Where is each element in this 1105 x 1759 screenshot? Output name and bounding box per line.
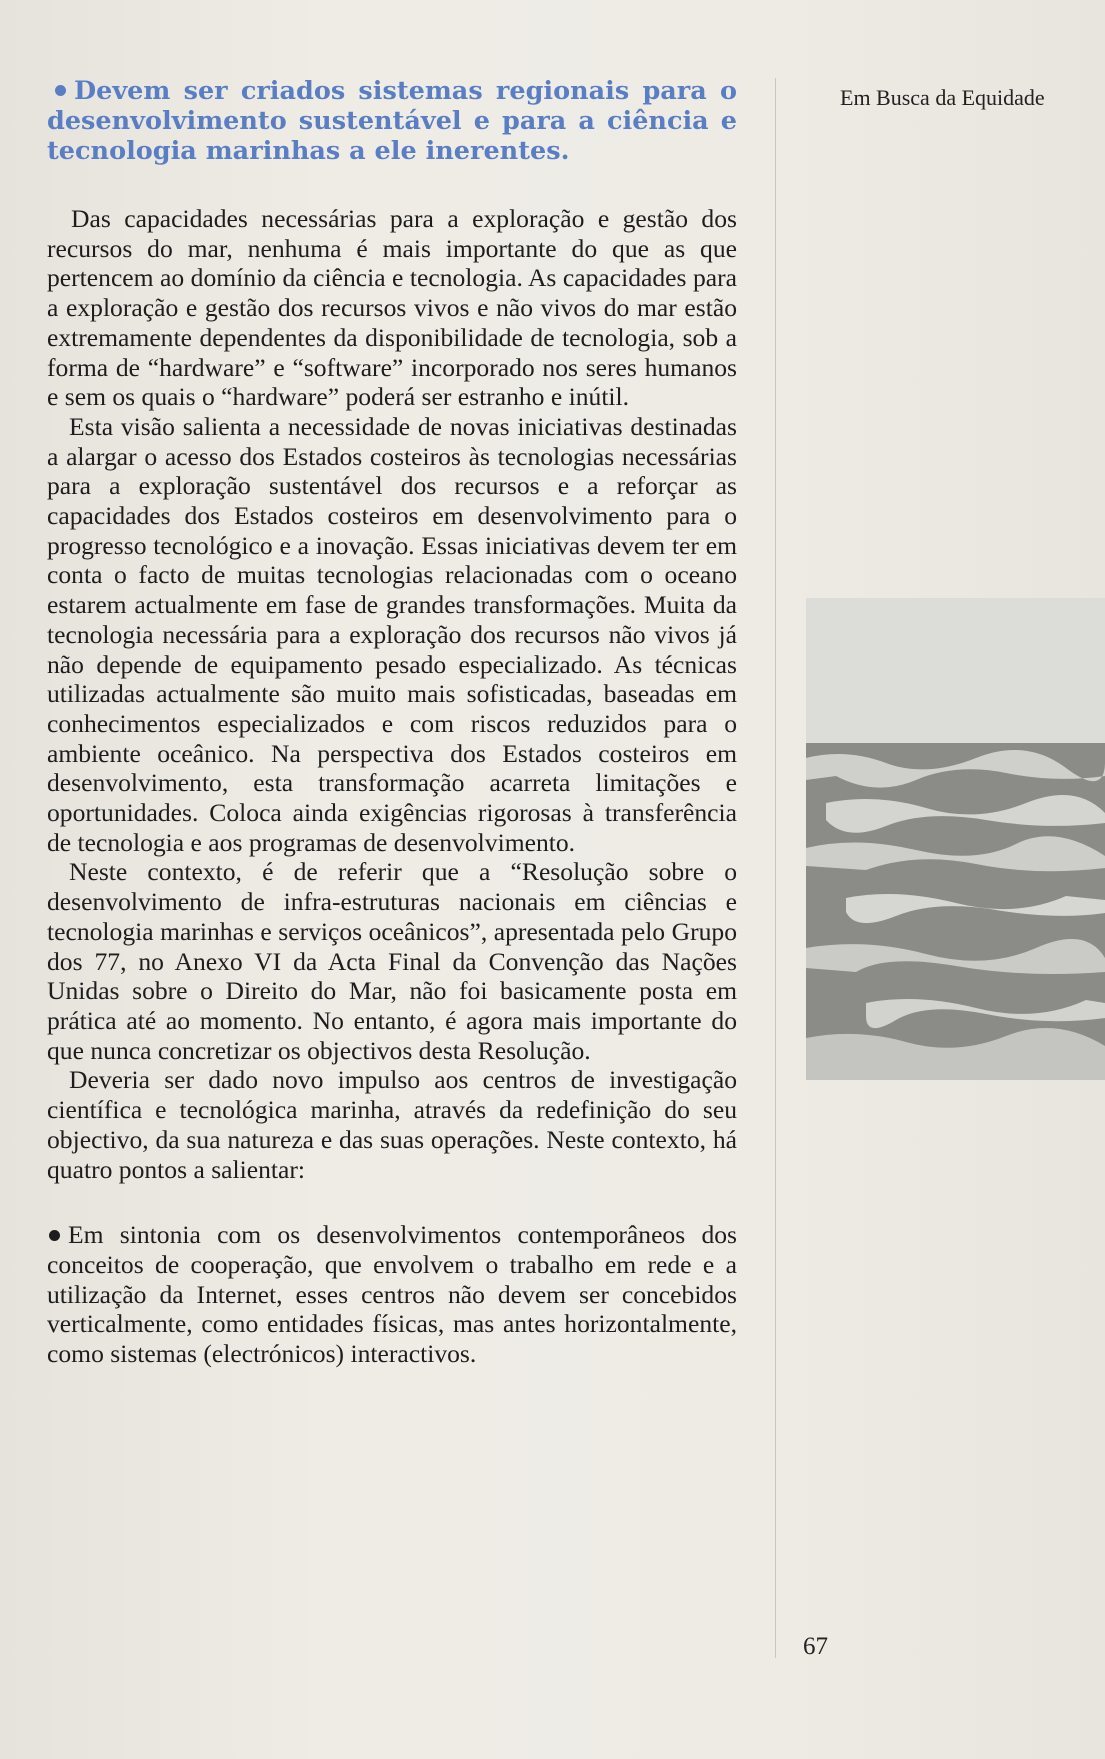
- running-head: Em Busca da Equidade: [840, 85, 1045, 110]
- paragraph-4: Deveria ser dado novo impulso aos centros de investigação científica e tecnológica marinha, através da redefinição do seu objectivo, da sua natureza e das suas operações. Neste contexto, há quatro pontos a salientar:: [47, 1065, 737, 1184]
- highlight-heading: [47, 76, 737, 166]
- bullet-item-text: Em sintonia com os desenvolvimentos contemporâneos dos conceitos de cooperação, que envolvem o trabalho em rede e a utilização da Internet, esses centros não devem ser concebidos verticalmente, como entidades físicas, mas antes horizontalmente, como sistemas (electrónicos) interactivos.: [47, 1220, 737, 1369]
- column-divider: [775, 78, 776, 1658]
- paragraph-1: Das capacidades necessárias para a exploração e gestão dos recursos do mar, nenhuma é mais importante do que as que pertencem ao domínio da ciência e tecnologia. As capacidades para a exploração e gestão dos recursos vivos e não vivos do mar estão extremamente dependentes da disponibilidade de tecnologia, sob a forma de “hardware” e “software” incorporado nos seres humanos e sem os quais o “hardware” poderá ser estranho e inútil.: [47, 204, 737, 412]
- page-number: 67: [803, 1633, 828, 1660]
- bullet-item: [47, 1220, 737, 1369]
- highlight-heading-text: Devem ser criados sistemas regionais para o desenvolvimento sustentável e para a ciência e tecnologia marinhas a ele inerentes.: [47, 76, 737, 166]
- ocean-photo: [806, 598, 1105, 1080]
- bullet-dot-icon: [49, 1230, 60, 1241]
- bullet-dot-icon: [55, 85, 66, 96]
- paragraph-2: Esta visão salienta a necessidade de novas iniciativas destinadas a alargar o acesso dos Estados costeiros às tecnologias necessárias para a exploração sustentável dos recursos e a reforçar as capacidades dos Estados costeiros em desenvolvimento para o progresso tecnológico e a inovação. Essas iniciativas devem ter em conta o facto de muitas tecnologias relacionadas com o oceano estarem actualmente em fase de grandes transformações. Muita da tecnologia necessária para a exploração dos recursos não vivos já não depende de equipamento pesado especializado. As técnicas utilizadas actualmente são muito mais sofisticadas, baseadas em conhecimentos especializados e com riscos reduzidos para o ambiente oceânico. Na perspectiva dos Estados costeiros em desenvolvimento, esta transformação acarreta limitações e oportunidades. Coloca ainda exigências rigorosas à transferência de tecnologia e aos programas de desenvolvimento.: [47, 411, 737, 857]
- main-column: [47, 76, 737, 1369]
- paragraph-3: Neste contexto, é de referir que a “Resolução sobre o desenvolvimento de infra-estruturas nacionais em ciências e tecnologia marinhas e serviços oceânicos”, apresentada pelo Grupo dos 77, no Anexo VI da Acta Final da Convenção das Nações Unidas sobre o Direito do Mar, não foi basicamente posta em prática até ao momento. No entanto, é agora mais importante do que nunca concretizar os objectivos desta Resolução.: [47, 857, 737, 1065]
